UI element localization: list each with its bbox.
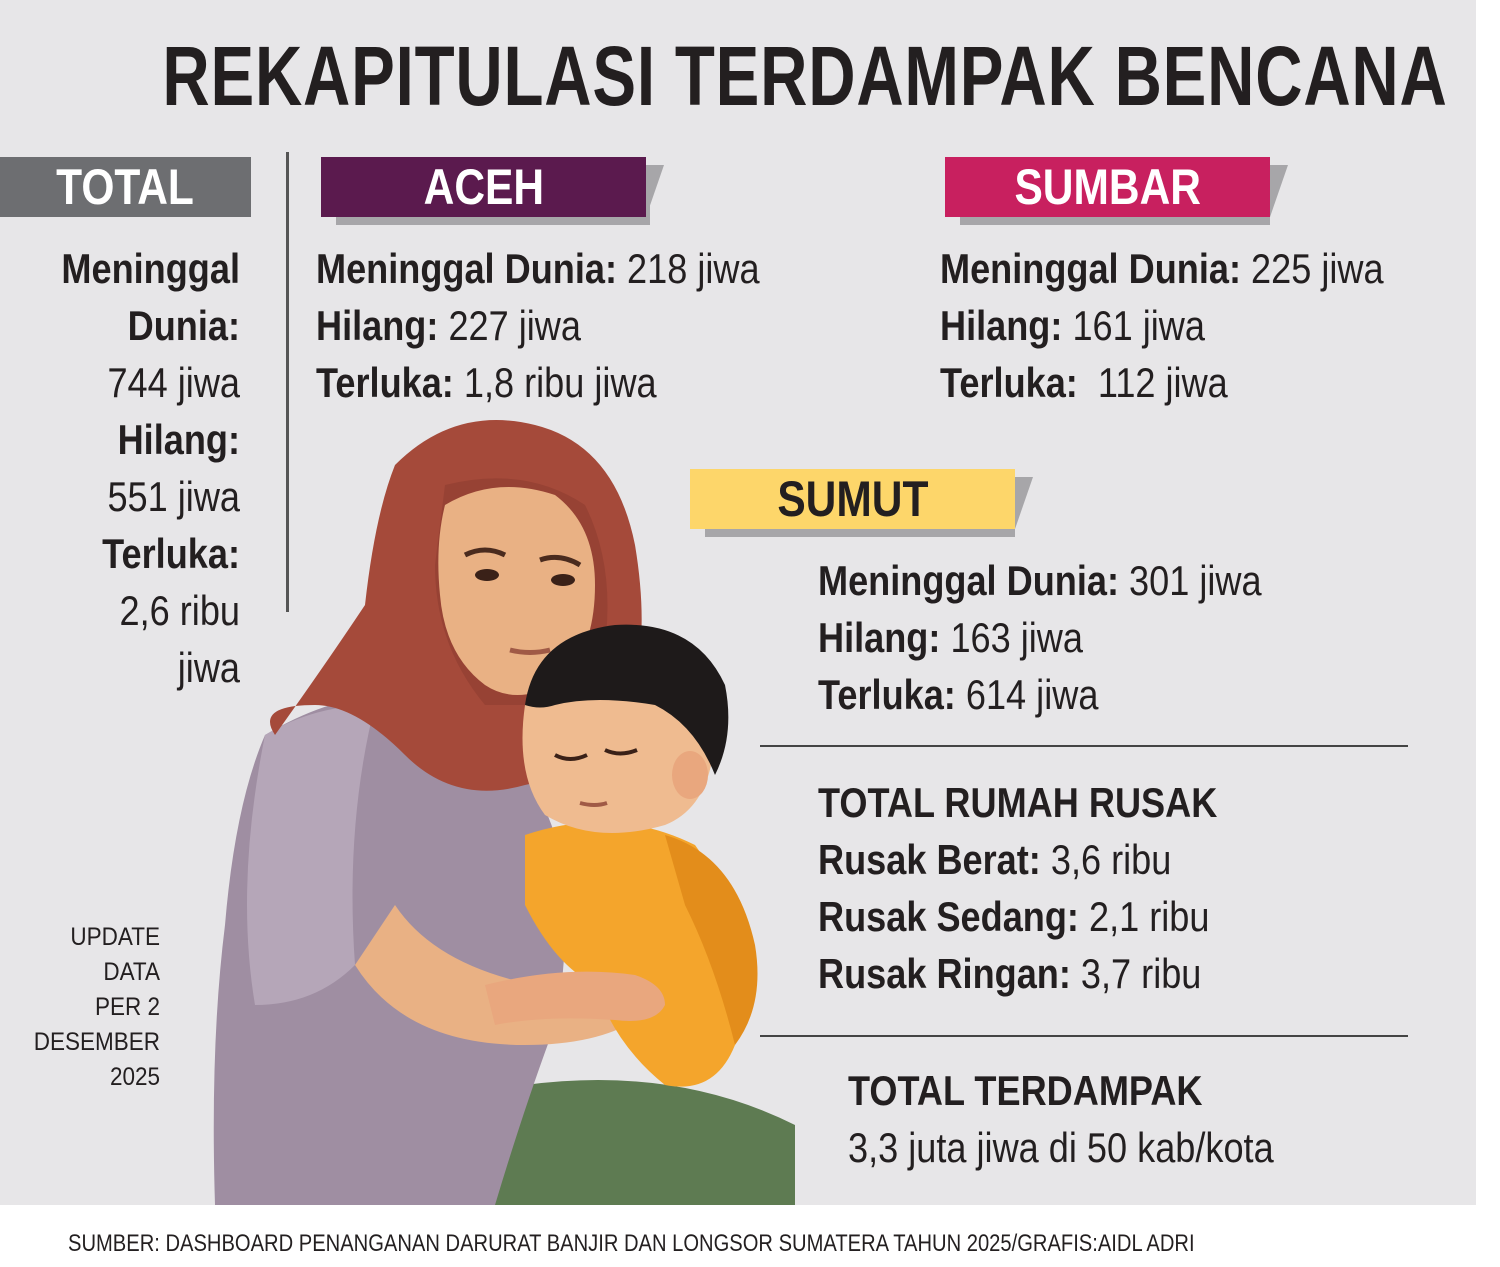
sumbar-hilang-value: 161 jiwa <box>1072 302 1205 349</box>
total-hilang-label: Hilang: <box>117 416 240 463</box>
terdampak-stats <box>848 1062 1343 1176</box>
sumbar-meninggal-label: Meninggal Dunia: <box>940 245 1241 292</box>
total-meninggal-value: 744 jiwa <box>107 359 240 406</box>
total-tag-label: TOTAL <box>56 159 195 215</box>
sumut-meninggal-value: 301 jiwa <box>1129 557 1262 604</box>
sumbar-tag-tail <box>1270 165 1288 217</box>
total-meninggal-label-2: Dunia: <box>127 302 240 349</box>
total-tag <box>0 157 251 217</box>
divider-2 <box>760 1035 1408 1037</box>
rumah-ringan-label: Rusak Ringan: <box>818 950 1071 997</box>
total-terluka-value-1: 2,6 ribu <box>119 587 240 634</box>
sumut-terluka-value: 614 jiwa <box>965 671 1099 718</box>
aceh-stats <box>316 240 832 411</box>
aceh-tag <box>321 157 646 217</box>
source-credit: SUMBER: DASHBOARD PENANGANAN DARURAT BANJIR DAN LONGSOR SUMATERA TAHUN 2025/GRAFIS:AIDL ADRI <box>68 1230 1195 1257</box>
aceh-terluka-value: 1,8 ribu jiwa <box>463 359 657 406</box>
page-title: REKAPITULASI TERDAMPAK BENCANA <box>162 29 1448 123</box>
total-meninggal-label-1: Meninggal <box>61 245 241 292</box>
sumut-tag-label: SUMUT <box>776 471 929 527</box>
aceh-tag-tail <box>646 165 664 217</box>
update-line-3: PER 2 <box>94 993 160 1021</box>
sumbar-terluka-label: Terluka: <box>940 359 1078 406</box>
sumbar-tag-label: SUMBAR <box>1014 159 1201 215</box>
divider-1 <box>760 745 1408 747</box>
update-note <box>10 920 160 1095</box>
update-line-4: DESEMBER <box>33 1028 160 1056</box>
total-hilang-value: 551 jiwa <box>107 473 240 520</box>
rumah-stats <box>818 774 1282 1002</box>
sumut-hilang-value: 163 jiwa <box>950 614 1083 661</box>
aceh-meninggal-value: 218 jiwa <box>627 245 760 292</box>
sumut-tag <box>690 469 1015 529</box>
aceh-hilang-label: Hilang: <box>316 302 439 349</box>
rumah-berat-value: 3,6 ribu <box>1050 836 1172 883</box>
rumah-berat-label: Rusak Berat: <box>818 836 1041 883</box>
aceh-tag-label: ACEH <box>423 159 544 215</box>
aceh-terluka-label: Terluka: <box>316 359 454 406</box>
aceh-meninggal-label: Meninggal Dunia: <box>316 245 617 292</box>
sumbar-tag <box>945 157 1270 217</box>
sumbar-stats <box>940 240 1456 411</box>
rumah-heading: TOTAL RUMAH RUSAK <box>818 779 1218 826</box>
update-line-5: 2025 <box>109 1063 160 1091</box>
aceh-hilang-value: 227 jiwa <box>448 302 581 349</box>
rumah-sedang-value: 2,1 ribu <box>1088 893 1210 940</box>
total-terluka-value-2: jiwa <box>177 644 240 691</box>
rumah-sedang-label: Rusak Sedang: <box>818 893 1079 940</box>
sumbar-terluka-value: 112 jiwa <box>1097 359 1228 406</box>
sumut-hilang-label: Hilang: <box>818 614 941 661</box>
sumbar-hilang-label: Hilang: <box>940 302 1063 349</box>
update-line-1: UPDATE <box>70 923 160 951</box>
terdampak-value: 3,3 juta jiwa di 50 kab/kota <box>848 1124 1274 1171</box>
sumut-meninggal-label: Meninggal Dunia: <box>818 557 1119 604</box>
sumut-tag-tail <box>1015 477 1033 529</box>
update-line-2: DATA <box>103 958 160 986</box>
sumbar-meninggal-value: 225 jiwa <box>1251 245 1384 292</box>
rumah-ringan-value: 3,7 ribu <box>1080 950 1202 997</box>
sumut-terluka-label: Terluka: <box>818 671 956 718</box>
sumut-stats <box>818 552 1334 723</box>
total-terluka-label: Terluka: <box>102 530 241 577</box>
terdampak-heading: TOTAL TERDAMPAK <box>848 1067 1203 1114</box>
